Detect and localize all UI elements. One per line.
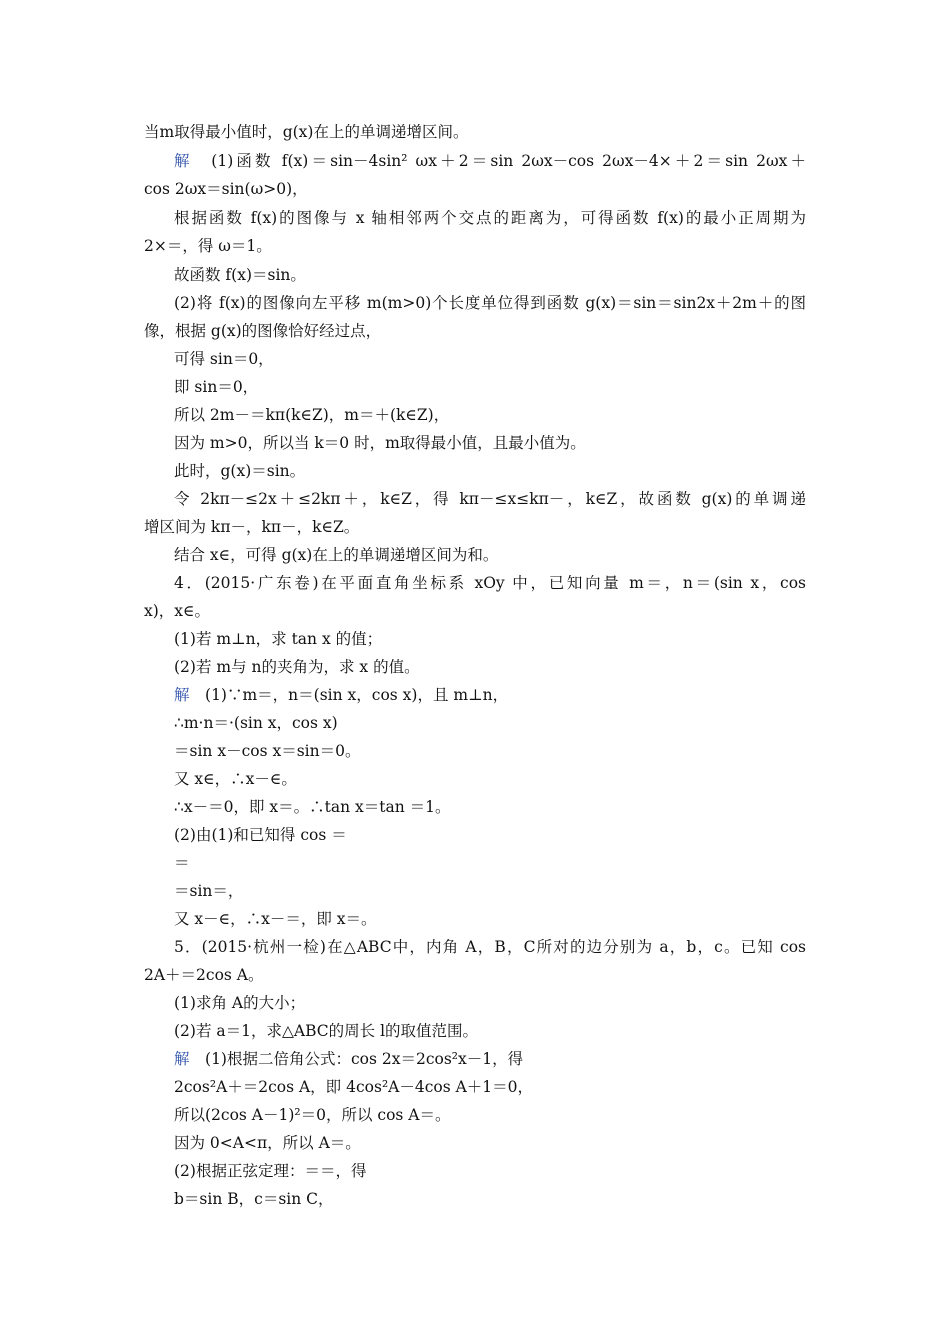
solution-line: 解 (1)根据二倍角公式：cos 2x＝2cos²x－1，得 [174, 1050, 524, 1068]
text-line: 结合 x∈，可得 g(x)在上的单调递增区间为和。 [174, 546, 499, 564]
text-line: 故函数 f(x)＝sin。 [174, 266, 306, 284]
solution-line: 解 (1)∵m＝，n＝(sin x，cos x)，且 m⊥n， [174, 686, 509, 704]
text-line: 又 x－∈，∴x－＝，即 x＝。 [174, 910, 377, 928]
text-line: 因为 m>0，所以当 k＝0 时，m取得最小值，且最小值为。 [174, 434, 586, 452]
text-line: 增区间为 kπ－，kπ－，k∈Z。 [144, 518, 360, 536]
text-line: (2)将 f(x)的图像向左平移 m(m>0)个长度单位得到函数 g(x)＝sin＝sin2x＋2m＋的图 [174, 294, 806, 312]
text-line: (2)由(1)和已知得 cos ＝ [174, 826, 347, 844]
solution-label: 解 [174, 1050, 190, 1068]
text-line: 因为 0<A<π，所以 A＝。 [174, 1134, 361, 1152]
text-line: cos 2ωx＝sin(ω>0)， [144, 180, 308, 198]
solution-label: 解 [174, 152, 193, 170]
text-line: 即 sin＝0， [174, 378, 259, 396]
solution-label: 解 [174, 686, 190, 704]
text-line: (2)根据正弦定理：＝＝，得 [174, 1162, 367, 1180]
question-line: 5．(2015·杭州一检)在△ABC中，内角 A，B，C所对的边分别为 a，b，c。已知 cos [174, 938, 806, 956]
text-line: b＝sin B，c＝sin C， [174, 1190, 334, 1208]
text-line: 2A＋＝2cos A。 [144, 966, 264, 984]
text-line: 根据函数 f(x)的图像与 x 轴相邻两个交点的距离为，可得函数 f(x)的最小正周期为 [174, 209, 806, 227]
text-line: (1)若 m⊥n，求 tan x 的值； [174, 630, 383, 648]
solution-line: 解 (1)函数 f(x)＝sin－4sin² ωx＋2＝sin 2ωx－cos 2ωx－4×＋2＝sin 2ωx＋ [174, 152, 806, 170]
text-line: ＝sin x－cos x＝sin＝0。 [174, 742, 361, 760]
text-line: 2×＝，得 ω＝1。 [144, 237, 272, 255]
question-line: 4．(2015·广东卷)在平面直角坐标系 xOy 中，已知向量 m＝，n＝(sin x，cos [174, 574, 806, 592]
text-line: 此时，g(x)＝sin。 [174, 462, 306, 480]
text-line: 又 x∈，∴x－∈。 [174, 770, 297, 788]
text-line: (2)若 a＝1，求△ABC的周长 l的取值范围。 [174, 1022, 479, 1040]
text-line: 2cos²A＋＝2cos A，即 4cos²A－4cos A＋1＝0， [174, 1078, 534, 1096]
text-line: (2)若 m与 n的夹角为，求 x 的值。 [174, 658, 420, 676]
text-line: 可得 sin＝0， [174, 350, 274, 368]
text-line: 当m取得最小值时，g(x)在上的单调递增区间。 [144, 123, 469, 141]
text-line: x)，x∈。 [144, 602, 211, 620]
text-line: ∴m·n＝·(sin x，cos x) [174, 714, 338, 732]
text-line: ＝ [174, 854, 190, 872]
text-line: (1)求角 A的大小； [174, 994, 306, 1012]
text-line: 所以(2cos A－1)²＝0，所以 cos A＝。 [174, 1106, 451, 1124]
text-line: 所以 2m－＝kπ(k∈Z)，m＝＋(k∈Z)， [174, 406, 450, 424]
text-line: 像，根据 g(x)的图像恰好经过点， [144, 322, 382, 340]
text-line: ∴x－＝0，即 x＝。∴tan x＝tan ＝1。 [174, 798, 451, 816]
text-line: ＝sin＝， [174, 882, 244, 900]
text-line: 令 2kπ－≤2x＋≤2kπ＋，k∈Z，得 kπ－≤x≤kπ－，k∈Z，故函数 g(x)的单调递 [174, 490, 806, 508]
